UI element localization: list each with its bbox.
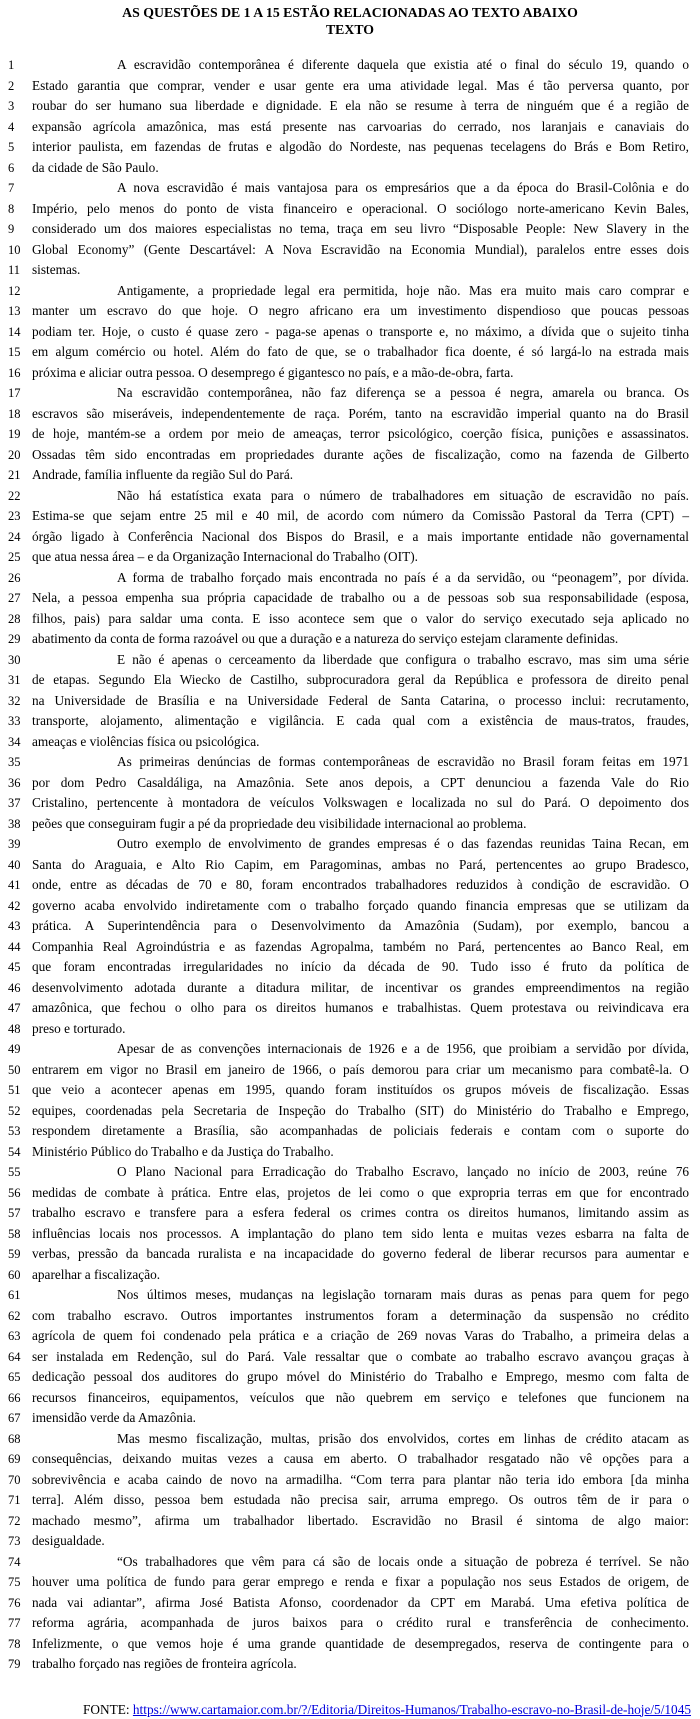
text-line — [0, 76, 700, 97]
line-text: roubar do ser humano sua liberdade e dignidade. E ela não se resume à terra de ninguém que é a região de — [32, 98, 689, 113]
text-line — [0, 1511, 700, 1532]
text-line — [0, 547, 700, 568]
text-line — [0, 1285, 700, 1306]
text-line — [0, 527, 700, 548]
line-text: influências locais nos processos. A implantação do plano tem sido lenta e muitas vezes esbarra na falta de — [32, 1225, 689, 1241]
text-line — [0, 855, 700, 876]
line-number: 71 — [8, 1493, 21, 1507]
line-text: interior paulista, em fazendas de frutas e algodão do Nordeste, nas pequenas tecelagens do Brás e Bom Retiro, — [32, 139, 689, 154]
text-line — [0, 342, 700, 363]
line-text: respondem diretamente a Brasília, são acompanhadas de policiais federais e contam com o suporte do — [32, 1123, 689, 1138]
line-number: 20 — [8, 447, 21, 462]
line-number: 41 — [8, 878, 21, 892]
line-text: verbas, pressão da bancada ruralista e na incapacidade do governo federal de liberar recursos para aumentar e — [32, 1246, 689, 1261]
line-number: 32 — [8, 693, 21, 708]
line-text: Ossadas têm sido encontradas em propriedades durante ações de fiscalização, como na fazenda de Gilberto — [32, 446, 689, 462]
text-line — [0, 219, 700, 240]
line-text: medidas de combate à prática. Entre elas, projetos de lei como o que expropria terras em que for encontrado — [32, 1184, 689, 1200]
line-number: 11 — [8, 263, 21, 277]
line-text: dedicação pessoal dos auditores do grupo móvel do Ministério do Trabalho e Emprego, mesmo com falta de — [32, 1369, 689, 1384]
line-text: terra]. Além disso, pessoa bem estudada não precisa sair, arruma emprego. Os outros têm de ir para o — [32, 1492, 689, 1507]
line-number: 65 — [8, 1370, 21, 1384]
text-line — [0, 158, 700, 179]
line-number: 54 — [8, 1144, 21, 1159]
line-number: 15 — [8, 345, 21, 359]
line-text: que veio a acontecer apenas em 1995, quando foram instituídos os grupos móveis de fiscalização. Essas — [32, 1082, 689, 1097]
line-number: 21 — [8, 468, 21, 482]
line-number: 39 — [8, 837, 21, 851]
line-text: A forma de trabalho forçado mais encontrada no país é a da servidão, ou “peonagem”, por dívida. — [117, 569, 689, 585]
text-line — [0, 609, 700, 630]
text-line — [0, 568, 700, 589]
line-number: 59 — [8, 1247, 21, 1261]
line-number: 4 — [8, 119, 15, 134]
line-text: Global Economy” (Gente Descartável: A Nova Escravidão na Economia Mundial), paralelos entre esses dois — [32, 241, 689, 257]
text-line — [0, 732, 700, 753]
text-line — [0, 383, 700, 404]
text-line — [0, 670, 700, 691]
line-number: 2 — [8, 78, 15, 93]
text-line — [0, 978, 700, 999]
line-number: 61 — [8, 1288, 21, 1302]
line-number: 23 — [8, 509, 21, 523]
text-line — [0, 629, 700, 650]
line-number: 24 — [8, 529, 21, 544]
text-line — [0, 793, 700, 814]
document-header — [0, 5, 700, 38]
line-number: 19 — [8, 427, 21, 441]
line-text: de etapas. Segundo Ela Wiecko de Castilho, subprocuradora geral da República e professora de direito penal — [32, 672, 689, 687]
line-number: 17 — [8, 386, 21, 400]
text-line — [0, 1019, 700, 1040]
text-line — [0, 486, 700, 507]
text-line — [0, 1183, 700, 1204]
text-line — [0, 691, 700, 712]
source-link[interactable]: https://www.cartamaior.com.br/?/Editoria/Direitos-Humanos/Trabalho-escravo-no-Brasil-de-hoje/5/1045 — [132, 1701, 691, 1717]
line-number: 1 — [8, 58, 15, 72]
line-number: 69 — [8, 1452, 21, 1466]
line-text: filhos, pais) para saldar uma conta. E isso acontece sem que o valor do serviço executado seja aplicado no — [32, 610, 689, 626]
text-line — [0, 1162, 700, 1183]
text-line — [0, 896, 700, 917]
line-text: Apesar de as convenções internacionais de 1926 e a de 1956, que proibiam a servidão por dívida, — [117, 1041, 689, 1056]
line-text: Infelizmente, o que vemos hoje é uma grande quantidade de desempregados, reserva de contingente para o — [32, 1635, 689, 1651]
line-number: 45 — [8, 960, 21, 974]
line-number: 5 — [8, 140, 15, 154]
line-text: expansão agrícola amazônica, mas está presente nas carvoarias do cerrado, nos laranjais e canaviais do — [32, 118, 689, 134]
line-text: trabalho forçado nas regiões de fronteira agrícola. — [32, 1656, 297, 1671]
line-text: Outro exemplo de envolvimento de grandes empresas é o das fazendas reunidas Taina Recan, em — [117, 836, 689, 851]
line-number: 14 — [8, 324, 21, 339]
line-text: considerado um dos maiores especialistas no tema, traça em seu livro “Disposable People: New Slavery in the — [32, 221, 689, 236]
line-text: de hoje, mantém-se a ordem por meio de ameaças, terror psicológico, coerção física, punições e assassinatos. — [32, 426, 689, 441]
line-text: Companhia Real Agroindústria e as fazendas Agropalma, também no Pará, pertencentes ao Banco Real, em — [32, 938, 689, 954]
source-label: FONTE: — [83, 1701, 130, 1717]
line-text: equipes, coordenadas pela Secretaria de Inspeção do Trabalho (SIT) do Ministério do Trabalho e Emprego, — [32, 1102, 689, 1118]
line-text: onde, entre as décadas de 70 e 80, foram encontrados trabalhadores reduzidos à condição de escravidão. O — [32, 877, 689, 892]
line-number: 72 — [8, 1513, 21, 1528]
line-text: ser instalada em Redenção, sul do Pará. Vale ressaltar que o combate ao trabalho escravo avançou graças à — [32, 1348, 689, 1364]
line-number: 8 — [8, 201, 15, 216]
line-text: nada vai adiantar”, afirma José Batista Afonso, coordenador da CPT em Marabá. Uma efetiva política de — [32, 1594, 689, 1610]
line-number: 37 — [8, 796, 21, 810]
text-line — [0, 1203, 700, 1224]
line-text: abatimento da conta de forma razoável ou que a duração e a natureza do serviço estejam claramente definidas. — [32, 631, 619, 646]
line-number: 38 — [8, 816, 21, 831]
line-number: 64 — [8, 1349, 21, 1364]
line-number: 30 — [8, 652, 21, 667]
line-text: agrícola de quem foi condenado pela prática e a criação de 269 novas Varas do Trabalho, a primeira delas a — [32, 1328, 689, 1343]
line-text: em algum comércio ou hotel. Além do fato de que, se o trabalhador fica doente, é só largá-lo na estrada mais — [32, 344, 689, 359]
line-number: 36 — [8, 775, 21, 790]
line-number: 63 — [8, 1329, 21, 1343]
line-text: Na escravidão contemporânea, não faz diferença se a pessoa é negra, amarela ou branca. Os — [117, 385, 689, 400]
line-text: da cidade de São Paulo. — [32, 159, 159, 175]
line-text: desigualdade. — [32, 1533, 105, 1548]
line-text: governo acaba envolvido indiretamente com o trabalho forçado quando financia empresas que se utilizam da — [32, 897, 689, 913]
text-line — [0, 773, 700, 794]
line-text: com trabalho escravo. Outros importantes instrumentos foram a determinação da suspensão no crédito — [32, 1307, 689, 1323]
line-number: 78 — [8, 1636, 21, 1651]
line-text: Mas mesmo fiscalização, multas, prisão dos envolvidos, cortes em linhas de crédito atacam as — [117, 1430, 689, 1446]
line-text: Andrade, família influente da região Sul do Pará. — [32, 467, 294, 482]
line-number: 29 — [8, 632, 21, 646]
line-text: consequências, deixando muitas vezes a causa em aberto. O trabalhador resgatado não vê opções para a — [32, 1451, 689, 1466]
line-number: 50 — [8, 1062, 21, 1077]
line-number: 44 — [8, 939, 21, 954]
text-line — [0, 178, 700, 199]
line-text: O Plano Nacional para Erradicação do Trabalho Escravo, lançado no início de 2003, reúne 76 — [117, 1164, 689, 1179]
text-line — [0, 1654, 700, 1675]
line-text: recursos financeiros, equipamentos, veículos que não quebrem em serviço e telefones que funcionem na — [32, 1389, 689, 1405]
text-line — [0, 834, 700, 855]
line-number: 12 — [8, 283, 21, 298]
line-number: 66 — [8, 1390, 21, 1405]
line-text: por dom Pedro Casaldáliga, na Amazônia. Sete anos depois, a CPT denunciou a fazenda Vale do Rio — [32, 774, 689, 790]
text-line — [0, 281, 700, 302]
line-number: 18 — [8, 406, 21, 421]
line-text: transporte, alojamento, alimentação e vigilância. E cada qual com a existência de maus-tratos, fraudes, — [32, 713, 689, 728]
line-number: 76 — [8, 1595, 21, 1610]
text-line — [0, 1265, 700, 1286]
line-text: Nos últimos meses, mudanças na legislação tornaram mais duras as penas para quem for pego — [117, 1287, 689, 1302]
line-text: Não há estatística exata para o número de trabalhadores em situação de escravidão no país. — [117, 487, 689, 503]
text-body — [0, 55, 700, 1675]
text-line — [0, 1490, 700, 1511]
line-text: imensidão verde da Amazônia. — [32, 1410, 196, 1425]
line-text: Império, pelo menos do ponto de vista financeiro e operacional. O sociólogo norte-americano Kevin Bales, — [32, 200, 689, 216]
text-line — [0, 1552, 700, 1573]
line-number: 79 — [8, 1657, 21, 1671]
line-number: 16 — [8, 365, 21, 380]
line-text: E não é apenas o cerceamento da liberdade que configura o trabalho escravo, mas sim uma série — [117, 651, 689, 667]
text-line — [0, 916, 700, 937]
line-number: 10 — [8, 242, 21, 257]
text-line — [0, 260, 700, 281]
line-number: 70 — [8, 1472, 21, 1487]
line-text: “Os trabalhadores que vêm para cá são de locais onde a situação de pobreza é terrível. Se não — [117, 1553, 689, 1569]
line-text: peões que conseguiram fugir a pé da propriedade deu visibilidade internacional ao problema. — [32, 815, 527, 831]
line-number: 55 — [8, 1165, 21, 1179]
line-number: 6 — [8, 160, 15, 175]
line-text: Antigamente, a propriedade legal era permitida, hoje não. Mas era muito mais caro comprar e — [117, 282, 689, 298]
line-number: 9 — [8, 222, 15, 236]
text-line — [0, 937, 700, 958]
line-number: 28 — [8, 611, 21, 626]
line-text: Ministério Público do Trabalho e da Justiça do Trabalho. — [32, 1143, 334, 1159]
text-line — [0, 814, 700, 835]
line-number: 67 — [8, 1411, 21, 1425]
line-number: 74 — [8, 1554, 21, 1569]
text-line — [0, 1101, 700, 1122]
line-number: 73 — [8, 1534, 21, 1548]
line-text: houver uma política de fundo para gerar emprego e renda e fixar a população nos seus Estados de origem, de — [32, 1574, 689, 1589]
line-text: Santa do Araguaia, e Alto Rio Capim, em Paragominas, ambas no Pará, pertencentes ao grupo Bradesco, — [32, 856, 689, 872]
line-number: 60 — [8, 1267, 21, 1282]
text-line — [0, 363, 700, 384]
text-line — [0, 424, 700, 445]
text-line — [0, 240, 700, 261]
text-line — [0, 301, 700, 322]
line-number: 13 — [8, 304, 21, 318]
line-number: 3 — [8, 99, 15, 113]
line-number: 48 — [8, 1021, 21, 1036]
line-text: escravos são miseráveis, independentemente de raça. Porém, tanto na escravidão imperial quanto na do Brasil — [32, 405, 689, 421]
text-line — [0, 998, 700, 1019]
line-number: 31 — [8, 673, 21, 687]
text-line — [0, 404, 700, 425]
line-text: manter um escravo do que hoje. O negro africano era um investimento dispendioso que poucas pessoas — [32, 303, 689, 318]
line-text: próxima e aliciar outra pessoa. O desemprego é gigantesco no país, e a mão-de-obra, farta. — [32, 364, 514, 380]
text-line — [0, 875, 700, 896]
text-line — [0, 650, 700, 671]
text-line — [0, 1449, 700, 1470]
line-number: 62 — [8, 1308, 21, 1323]
line-text: prática. A Superintendência para o Desenvolvimento da Amazônia (Sudam), por exemplo, bancou a — [32, 918, 689, 933]
line-number: 68 — [8, 1431, 21, 1446]
line-number: 40 — [8, 857, 21, 872]
text-line — [0, 1593, 700, 1614]
line-number: 25 — [8, 550, 21, 564]
line-text: trabalho escravo e transfere para a esfera federal os crimes contra os direitos humanos, limitando assim as — [32, 1205, 689, 1220]
line-text: ameaças e violências física ou psicológica. — [32, 733, 260, 749]
line-number: 47 — [8, 1001, 21, 1015]
text-line — [0, 1060, 700, 1081]
line-number: 43 — [8, 919, 21, 933]
line-text: Cristalino, pertencente à montadora de veículos Volkswagen e localizada no sul do Pará. O depoimento dos — [32, 795, 689, 810]
text-line — [0, 1306, 700, 1327]
text-line — [0, 55, 700, 76]
line-text: A nova escravidão é mais vantajosa para os empresários que a da época do Brasil-Colônia e do — [117, 180, 689, 195]
line-number: 22 — [8, 488, 21, 503]
line-number: 27 — [8, 591, 21, 605]
line-text: reforma agrária, acompanhada de juros baixos para o crédito rural e transferência de conhecimento. — [32, 1615, 689, 1630]
line-text: A escravidão contemporânea é diferente daquela que existia até o final do século 19, quando o — [117, 57, 689, 72]
text-line — [0, 1572, 700, 1593]
line-text: órgão ligado à Conferência Nacional dos Bispos do Brasil, e a mais importante entidade não governamental — [32, 528, 689, 544]
line-text: preso e torturado. — [32, 1020, 126, 1036]
line-text: podiam ter. Hoje, o custo é quase zero - paga-se apenas o transporte e, no máximo, a dívida que o sujeito tinha — [32, 323, 689, 339]
line-number: 56 — [8, 1185, 21, 1200]
text-line — [0, 465, 700, 486]
text-line — [0, 1224, 700, 1245]
text-line — [0, 1429, 700, 1450]
text-line — [0, 752, 700, 773]
line-text: Estado garantia que comprar, vender e usar gente era uma atividade legal. Mas é tão perversa quanto, por — [32, 77, 689, 93]
text-line — [0, 445, 700, 466]
text-line — [0, 1347, 700, 1368]
text-line — [0, 1244, 700, 1265]
line-text: Nela, a pessoa empenha sua própria capacidade de trabalho ou a de pessoas sob sua responsabilidade (esposa, — [32, 590, 689, 605]
text-line — [0, 1408, 700, 1429]
text-line — [0, 1039, 700, 1060]
line-text: aparelhar a fiscalização. — [32, 1266, 161, 1282]
line-number: 26 — [8, 570, 21, 585]
line-text: na Universidade de Brasília e na Universidade Federal de Santa Catarina, o processo inclui: recrutamento, — [32, 692, 689, 708]
text-line — [0, 1388, 700, 1409]
line-number: 42 — [8, 898, 21, 913]
text-line — [0, 1470, 700, 1491]
line-number: 49 — [8, 1042, 21, 1056]
text-line — [0, 322, 700, 343]
line-number: 7 — [8, 181, 15, 195]
text-line — [0, 96, 700, 117]
line-number: 58 — [8, 1226, 21, 1241]
line-number: 46 — [8, 980, 21, 995]
text-line — [0, 117, 700, 138]
line-text: sistemas. — [32, 262, 81, 277]
line-text: que atua nessa área – e da Organização Internacional do Trabalho (OIT). — [32, 549, 418, 564]
text-line — [0, 137, 700, 158]
line-number: 77 — [8, 1616, 21, 1630]
line-text: machado mesmo”, afirma um trabalhador libertado. Escravidão no Brasil é sintoma de algo maior: — [32, 1512, 689, 1528]
line-number: 57 — [8, 1206, 21, 1220]
text-line — [0, 588, 700, 609]
text-line — [0, 1142, 700, 1163]
text-line — [0, 1080, 700, 1101]
text-line — [0, 199, 700, 220]
text-line — [0, 1367, 700, 1388]
text-line — [0, 1326, 700, 1347]
line-text: As primeiras denúncias de formas contemporâneas de escravidão no Brasil foram feitas em 1971 — [117, 754, 689, 769]
text-line — [0, 1531, 700, 1552]
line-text: sobrevivência e acaba caindo de novo na armadilha. “Com terra para plantar não teria ido embora [da minha — [32, 1471, 689, 1487]
line-text: entrarem em vigor no Brasil em janeiro de 1966, o país demorou para criar um mecanismo para combatê-la. O — [32, 1061, 689, 1077]
instruction-heading: AS QUESTÕES DE 1 A 15 ESTÃO RELACIONADAS AO TEXTO ABAIXO — [122, 5, 578, 20]
text-line — [0, 506, 700, 527]
line-number: 52 — [8, 1103, 21, 1118]
line-number: 51 — [8, 1083, 21, 1097]
line-number: 35 — [8, 755, 21, 769]
line-number: 34 — [8, 734, 21, 749]
line-number: 33 — [8, 714, 21, 728]
text-line — [0, 711, 700, 732]
line-number: 75 — [8, 1575, 21, 1589]
line-number: 53 — [8, 1124, 21, 1138]
source-line — [0, 1700, 700, 1719]
text-line — [0, 1121, 700, 1142]
line-text: que foram encontradas irregularidades no início da década de 90. Tudo isso é fruto da política de — [32, 959, 689, 974]
line-text: desenvolvimento adotada durante a ditadura militar, de incentivar os grandes empreendimentos na região — [32, 979, 689, 995]
line-text: Estima-se que sejam entre 25 mil e 40 mil, de acordo com número da Comissão Pastoral da Terra (CPT) – — [32, 508, 689, 523]
text-line — [0, 1634, 700, 1655]
texto-heading: TEXTO — [325, 22, 375, 37]
text-line — [0, 1613, 700, 1634]
line-text: amazônica, que fechou o olho para os direitos humanos e trabalhistas. Quem protestava ou reivindicava era — [32, 1000, 689, 1015]
text-line — [0, 957, 700, 978]
